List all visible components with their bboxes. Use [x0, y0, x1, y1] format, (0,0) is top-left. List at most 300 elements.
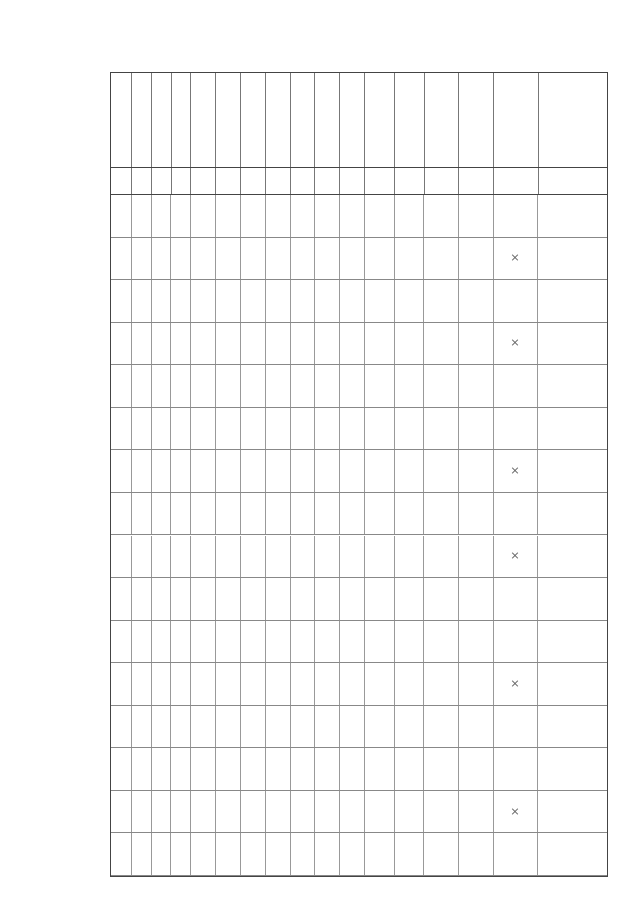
- table-cell: [314, 663, 340, 705]
- table-cell: [458, 663, 494, 705]
- table-cell: [424, 833, 460, 875]
- table-cell: [493, 238, 539, 280]
- table-cell: [131, 833, 152, 875]
- table-cell: [131, 280, 152, 322]
- header-column-divider: [339, 73, 340, 167]
- table-cell: [151, 536, 172, 578]
- table-cell: [215, 833, 241, 875]
- table-cell: [265, 493, 291, 535]
- table-cell: [111, 748, 132, 790]
- table-cell: [190, 706, 216, 748]
- table-cell: [364, 791, 395, 833]
- table-cell: [265, 748, 291, 790]
- table-cell: [151, 238, 172, 280]
- table-cell: [290, 408, 316, 450]
- table-cell: [394, 578, 425, 620]
- cross-mark-icon: [512, 681, 518, 687]
- table-cell: [171, 578, 192, 620]
- table-cell: [131, 748, 152, 790]
- table-cell: [171, 450, 192, 492]
- table-cell: [151, 621, 172, 663]
- table-cell: [240, 663, 266, 705]
- table-cell: [339, 365, 365, 407]
- table-cell: [314, 493, 340, 535]
- table-cell: [265, 323, 291, 365]
- table-cell: [458, 450, 494, 492]
- table-cell: [290, 195, 316, 237]
- header-column-divider: [215, 73, 216, 167]
- header-column-divider: [240, 168, 241, 194]
- table-cell: [493, 408, 539, 450]
- table-row: [111, 408, 607, 451]
- table-cell: [151, 833, 172, 875]
- header-column-divider: [171, 73, 172, 167]
- table-cell: [111, 833, 132, 875]
- table-cell: [493, 833, 539, 875]
- table-cell: [314, 408, 340, 450]
- table-cell: [314, 748, 340, 790]
- table-cell: [538, 536, 607, 578]
- table-cell: [538, 748, 607, 790]
- table-cell: [364, 833, 395, 875]
- header-column-divider: [190, 73, 191, 167]
- table-cell: [364, 238, 395, 280]
- table-cell: [215, 195, 241, 237]
- table-cell: [458, 365, 494, 407]
- table-cell: [265, 195, 291, 237]
- table-cell: [394, 408, 425, 450]
- table-cell: [424, 706, 460, 748]
- table-cell: [458, 706, 494, 748]
- table-row: [111, 323, 607, 366]
- table-cell: [240, 280, 266, 322]
- table-cell: [190, 365, 216, 407]
- table-cell: [290, 748, 316, 790]
- table-cell: [151, 663, 172, 705]
- table-cell: [290, 663, 316, 705]
- header-column-divider: [424, 73, 425, 167]
- table-cell: [111, 195, 132, 237]
- table-cell: [151, 493, 172, 535]
- table-cell: [190, 791, 216, 833]
- header-column-divider: [493, 73, 494, 167]
- table-cell: [215, 323, 241, 365]
- table-cell: [265, 663, 291, 705]
- table-cell: [339, 621, 365, 663]
- table-cell: [538, 663, 607, 705]
- table-cell: [538, 195, 607, 237]
- table-cell: [111, 365, 132, 407]
- table-cell: [364, 748, 395, 790]
- table-cell: [290, 621, 316, 663]
- table-cell: [538, 791, 607, 833]
- header-column-divider: [364, 73, 365, 167]
- table-cell: [394, 833, 425, 875]
- table-cell: [265, 833, 291, 875]
- table-cell: [339, 536, 365, 578]
- table-cell: [394, 748, 425, 790]
- table-cell: [215, 493, 241, 535]
- table-cell: [290, 536, 316, 578]
- table-cell: [424, 195, 460, 237]
- table-cell: [111, 663, 132, 705]
- table-cell: [424, 493, 460, 535]
- header-column-divider: [131, 73, 132, 167]
- table-cell: [493, 578, 539, 620]
- header-column-divider: [290, 168, 291, 194]
- table-cell: [339, 450, 365, 492]
- header-column-divider: [314, 73, 315, 167]
- table-cell: [314, 365, 340, 407]
- table-cell: [190, 621, 216, 663]
- table-cell: [290, 238, 316, 280]
- table-cell: [339, 791, 365, 833]
- table-cell: [171, 323, 192, 365]
- table-cell: [339, 833, 365, 875]
- table-cell: [190, 323, 216, 365]
- table-cell: [314, 195, 340, 237]
- table-cell: [424, 663, 460, 705]
- table-cell: [538, 238, 607, 280]
- table-cell: [290, 493, 316, 535]
- table-cell: [190, 195, 216, 237]
- table-cell: [131, 323, 152, 365]
- header-column-divider: [215, 168, 216, 194]
- table-cell: [339, 238, 365, 280]
- table-cell: [265, 578, 291, 620]
- table-cell: [339, 323, 365, 365]
- table-cell: [458, 791, 494, 833]
- table-cell: [151, 195, 172, 237]
- header-column-divider: [151, 168, 152, 194]
- table-cell: [111, 493, 132, 535]
- table-cell: [215, 578, 241, 620]
- header-column-divider: [265, 168, 266, 194]
- table-cell: [364, 536, 395, 578]
- table-cell: [394, 706, 425, 748]
- table-cell: [190, 748, 216, 790]
- table-cell: [394, 493, 425, 535]
- table-cell: [493, 280, 539, 322]
- table-cell: [314, 706, 340, 748]
- table-cell: [131, 195, 152, 237]
- table-header-numbers: [111, 168, 607, 195]
- table-cell: [364, 450, 395, 492]
- table-row: [111, 578, 607, 621]
- table-cell: [493, 706, 539, 748]
- table-cell: [151, 706, 172, 748]
- table-cell: [171, 408, 192, 450]
- table-cell: [111, 621, 132, 663]
- header-column-divider: [131, 168, 132, 194]
- table-cell: [151, 323, 172, 365]
- cross-mark-icon: [512, 809, 518, 815]
- table-cell: [151, 791, 172, 833]
- table-cell: [339, 195, 365, 237]
- table-cell: [190, 493, 216, 535]
- table-cell: [190, 450, 216, 492]
- table-cell: [290, 323, 316, 365]
- table-cell: [339, 493, 365, 535]
- table-cell: [171, 748, 192, 790]
- table-cell: [424, 536, 460, 578]
- table-cell: [424, 238, 460, 280]
- table-cell: [190, 663, 216, 705]
- header-column-divider: [265, 73, 266, 167]
- table-cell: [265, 280, 291, 322]
- table-cell: [493, 663, 539, 705]
- table-cell: [394, 365, 425, 407]
- table-cell: [240, 748, 266, 790]
- table-cell: [111, 408, 132, 450]
- table-cell: [458, 748, 494, 790]
- table-cell: [314, 536, 340, 578]
- header-column-divider: [493, 168, 494, 194]
- table-cell: [364, 578, 395, 620]
- header-column-divider: [538, 73, 539, 167]
- table-cell: [458, 578, 494, 620]
- table-cell: [364, 663, 395, 705]
- table-cell: [424, 365, 460, 407]
- table-cell: [171, 663, 192, 705]
- table-cell: [171, 365, 192, 407]
- table-cell: [314, 323, 340, 365]
- header-column-divider: [424, 168, 425, 194]
- table-cell: [240, 195, 266, 237]
- table-cell: [215, 536, 241, 578]
- table-cell: [131, 578, 152, 620]
- table-cell: [424, 621, 460, 663]
- table-cell: [151, 365, 172, 407]
- cross-mark-icon: [512, 255, 518, 261]
- table-cell: [131, 238, 152, 280]
- table-cell: [424, 578, 460, 620]
- table-cell: [538, 706, 607, 748]
- header-column-divider: [151, 73, 152, 167]
- table-cell: [171, 621, 192, 663]
- table-cell: [265, 791, 291, 833]
- table-cell: [538, 408, 607, 450]
- table-cell: [151, 450, 172, 492]
- table-cell: [265, 450, 291, 492]
- table-cell: [424, 450, 460, 492]
- table-cell: [265, 706, 291, 748]
- table-row: [111, 663, 607, 706]
- table-cell: [240, 536, 266, 578]
- table-cell: [538, 323, 607, 365]
- table-cell: [111, 238, 132, 280]
- table-cell: [458, 280, 494, 322]
- table-cell: [111, 791, 132, 833]
- table-cell: [314, 621, 340, 663]
- header-column-divider: [364, 168, 365, 194]
- table-row: [111, 791, 607, 834]
- table-cell: [171, 833, 192, 875]
- table-cell: [290, 578, 316, 620]
- table-cell: [538, 578, 607, 620]
- table-cell: [215, 238, 241, 280]
- table-cell: [493, 450, 539, 492]
- header-column-divider: [190, 168, 191, 194]
- table-cell: [364, 706, 395, 748]
- table-cell: [339, 280, 365, 322]
- table-cell: [493, 536, 539, 578]
- table-cell: [290, 833, 316, 875]
- header-column-divider: [339, 168, 340, 194]
- table-row: [111, 493, 607, 536]
- table-cell: [538, 833, 607, 875]
- header-column-divider: [458, 73, 459, 167]
- table-cell: [171, 238, 192, 280]
- header-column-divider: [240, 73, 241, 167]
- table-body: [111, 195, 607, 876]
- table-cell: [240, 238, 266, 280]
- table-row: [111, 280, 607, 323]
- table-cell: [151, 408, 172, 450]
- table-row: [111, 748, 607, 791]
- table-row: [111, 621, 607, 664]
- table-cell: [394, 195, 425, 237]
- table-cell: [111, 450, 132, 492]
- table-cell: [538, 280, 607, 322]
- table-header-codes: [111, 73, 607, 168]
- table-cell: [458, 195, 494, 237]
- cross-mark-icon: [512, 468, 518, 474]
- budget-table: [110, 72, 608, 877]
- table-row: [111, 706, 607, 749]
- table-cell: [290, 365, 316, 407]
- table-cell: [424, 323, 460, 365]
- table-cell: [240, 578, 266, 620]
- table-cell: [151, 748, 172, 790]
- cross-mark-icon: [512, 340, 518, 346]
- table-cell: [364, 195, 395, 237]
- table-cell: [493, 748, 539, 790]
- table-cell: [240, 833, 266, 875]
- table-cell: [215, 621, 241, 663]
- table-cell: [215, 408, 241, 450]
- table-cell: [394, 536, 425, 578]
- table-cell: [493, 791, 539, 833]
- table-row: [111, 238, 607, 281]
- table-cell: [131, 408, 152, 450]
- table-cell: [538, 365, 607, 407]
- table-cell: [364, 621, 395, 663]
- table-row: [111, 536, 607, 579]
- table-cell: [424, 280, 460, 322]
- table-cell: [190, 536, 216, 578]
- table-cell: [424, 748, 460, 790]
- header-column-divider: [538, 168, 539, 194]
- table-cell: [111, 536, 132, 578]
- table-cell: [364, 365, 395, 407]
- table-cell: [215, 748, 241, 790]
- table-cell: [265, 536, 291, 578]
- table-cell: [111, 280, 132, 322]
- table-cell: [314, 791, 340, 833]
- table-cell: [215, 450, 241, 492]
- table-cell: [215, 365, 241, 407]
- table-cell: [131, 791, 152, 833]
- table-cell: [190, 833, 216, 875]
- table-cell: [171, 791, 192, 833]
- table-cell: [493, 365, 539, 407]
- table-cell: [240, 493, 266, 535]
- header-column-divider: [394, 73, 395, 167]
- table-cell: [538, 621, 607, 663]
- table-cell: [171, 706, 192, 748]
- table-cell: [215, 706, 241, 748]
- table-cell: [424, 791, 460, 833]
- table-cell: [240, 450, 266, 492]
- table-cell: [111, 706, 132, 748]
- table-row: [111, 195, 607, 238]
- header-column-divider: [171, 168, 172, 194]
- table-row: [111, 365, 607, 408]
- table-cell: [190, 578, 216, 620]
- table-cell: [493, 323, 539, 365]
- table-cell: [240, 706, 266, 748]
- table-cell: [240, 408, 266, 450]
- table-cell: [493, 621, 539, 663]
- table-cell: [171, 195, 192, 237]
- table-cell: [364, 323, 395, 365]
- table-cell: [339, 748, 365, 790]
- table-cell: [240, 323, 266, 365]
- table-cell: [131, 536, 152, 578]
- header-column-divider: [314, 168, 315, 194]
- table-cell: [394, 450, 425, 492]
- table-cell: [458, 833, 494, 875]
- table-cell: [538, 493, 607, 535]
- table-cell: [394, 238, 425, 280]
- table-cell: [314, 578, 340, 620]
- table-cell: [290, 280, 316, 322]
- cross-mark-icon: [512, 553, 518, 559]
- table-cell: [111, 578, 132, 620]
- table-cell: [394, 323, 425, 365]
- table-cell: [171, 536, 192, 578]
- table-cell: [215, 663, 241, 705]
- table-cell: [131, 621, 152, 663]
- table-cell: [394, 621, 425, 663]
- table-cell: [215, 791, 241, 833]
- table-cell: [394, 791, 425, 833]
- table-cell: [339, 663, 365, 705]
- table-cell: [314, 833, 340, 875]
- table-cell: [190, 238, 216, 280]
- table-cell: [131, 663, 152, 705]
- table-cell: [290, 791, 316, 833]
- table-cell: [314, 450, 340, 492]
- table-cell: [151, 578, 172, 620]
- table-cell: [240, 621, 266, 663]
- table-cell: [538, 450, 607, 492]
- table-cell: [458, 536, 494, 578]
- table-cell: [314, 280, 340, 322]
- table-cell: [394, 280, 425, 322]
- table-cell: [290, 706, 316, 748]
- table-cell: [131, 450, 152, 492]
- table-cell: [240, 365, 266, 407]
- table-cell: [265, 621, 291, 663]
- table-cell: [364, 408, 395, 450]
- table-cell: [190, 408, 216, 450]
- table-cell: [111, 323, 132, 365]
- table-cell: [493, 493, 539, 535]
- table-cell: [171, 280, 192, 322]
- table-row: [111, 450, 607, 493]
